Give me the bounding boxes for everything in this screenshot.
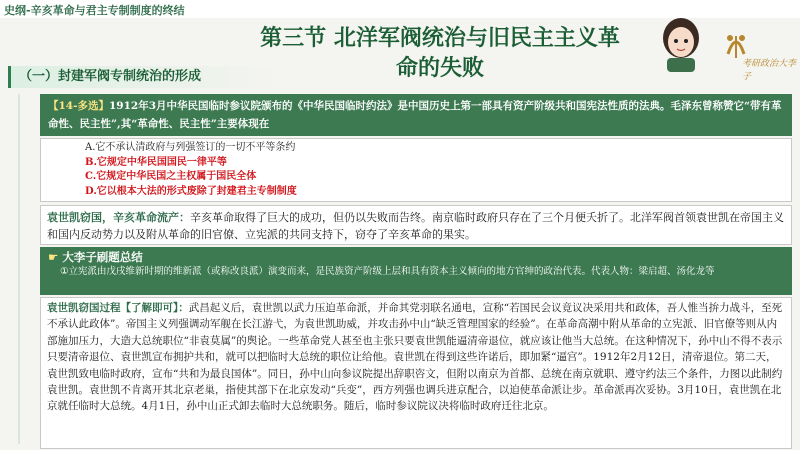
option-c: C.它规定中华民国之主权属于国民全体 [85,171,257,182]
option-a: A.它不承认清政府与列强签订的一切不平等条约 [85,142,296,153]
page-title-line-2: 命的失败 [395,56,484,81]
question-box [40,94,792,136]
page-title [230,24,650,84]
detail-label: 袁世凯窃国过程【了解即可】： [47,302,189,314]
option-d: D.它以根本大法的形式废除了封建君主专制制度 [85,185,297,197]
tips-body: ①立宪派由戊戌维新时期的维新派（或称改良派）演变而来，是民族资产阶级上层和具有资本主义倾向的地方官绅的政治代表。代表人物：梁启超、汤化龙等 [60,266,715,277]
logo-text: 考研政治大李子 [742,59,797,82]
avatar-icon [655,14,707,72]
question-text: 1912年3月中华民国临时参议院颁布的《中华民国临时约法》是中国历史上第一部具有资产阶级共和国宪法性质的法典。毛泽东曾称赞它“带有革命性、民主性”,其“革命性、民主性”主要体现在 [48,100,782,130]
options-box [40,138,792,202]
breadcrumb: 史纲-辛亥革命与君主专制制度的终结 [4,4,185,17]
summary-text: 辛亥革命取得了巨大的成功，但仍以失败而告终。南京临时政府只存在了三个月便夭折了。北洋军阀首领袁世凯在帝国主义和国内反动势力以及附从革命的旧官僚、立宪派的共同支持下，窃夺了辛亥革命的果实。 [47,211,784,241]
detail-text: 武昌起义后，袁世凯以武力压迫革命派，并命其党羽联名通电，宣称“若国民会议竟议决采用共和政体，吾人惟当拚力战斗，至死不承认此政体”。帝国主义列强调动军舰在长江游弋，为袁世凯助威，并攻击孙中山“缺乏管理国家的经验”。在革命高潮中附从革命的立宪派、旧官僚等则从内部施加压力，大造大总统职位“非袁莫属”的舆论。一些革命党人甚至也主张只要袁世凯能逼清帝退位，就应该让他当大总统。在这种情况下，孙中山不得不表示只要清帝退位、袁世凯宣布拥护共和，就可以把临时大总统的职位让给他。袁世凯在得到这些许诺后，即加紧“逼宫”。1912年2月12日，清帝退位。第二天，袁世凯致电临时政府，宣布“共和为最良国体”。同日，孙中山向参议院提出辞职咨文，但附以南京为首都、总统在南京就职、遵守约法三个条件，力图以此制约袁世凯。袁世凯不肯离开其北京老巢，指使其部下在北京发动“兵变”，西方列强也调兵进京配合，以迫使革命派让步。革命派再次妥协。3月10日，袁世凯在北京就任临时大总统。4月1日，孙中山正式卸去临时大总统职务。随后，临时参议院议决将临时政府迁往北京。 [47,302,783,413]
detail-card [40,297,792,449]
summary-label: 袁世凯窃国，辛亥革命流产： [47,211,190,224]
option-b: B.它规定中华民国国民一律平等 [85,156,227,168]
question-tag: 【14-多选】 [48,100,109,112]
tips-title [48,249,784,265]
hand-pointer-icon: ☛ [48,250,59,264]
section-heading: （一）封建军阀专制统治的形成 [8,66,278,88]
sidebar-divider [18,94,20,444]
tips-box [40,247,792,295]
summary-card [40,205,792,245]
page-title-line-1: 第三节 北洋军阀统治与旧民主主义革 [260,26,620,51]
tips-title-text: 大李子刷题总结 [62,250,143,264]
